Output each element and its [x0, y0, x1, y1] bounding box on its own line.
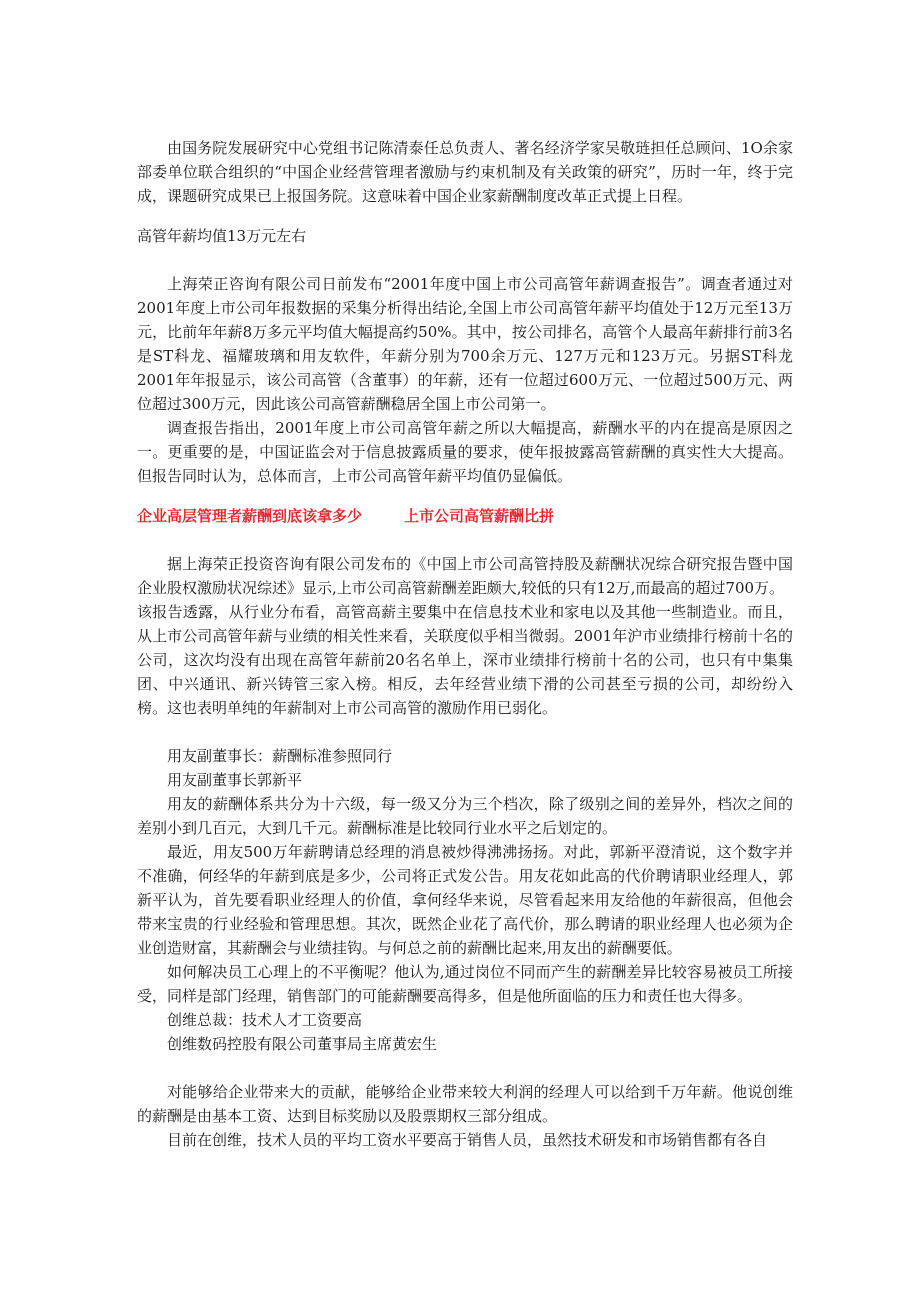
skyworth-subtitle: 创维数码控股有限公司董事局主席黄宏生 [167, 1035, 438, 1053]
intro-paragraph: 由国务院发展研究中心党组书记陈清泰任总负责人、著名经济学家吴敬琏担任总顾问、1O余家部委单位联合组织的“中国企业经营管理者激励与约束机制及有关政策的研究”，历时一年，终于完成，课题研究成果已上报国务院。这意味着中国企业家薪酬制度改革正式提上日程。 [137, 139, 793, 205]
red-section-heading [137, 504, 793, 528]
document-page [137, 136, 793, 1152]
skyworth-paragraph-2: 目前在创维，技术人员的平均工资水平要高于销售人员，虽然技术研发和市场销售都有各自 [167, 1131, 768, 1149]
yonyou-subtitle: 用友副董事长郭新平 [167, 771, 303, 789]
yonyou-title: 用友副董事长：薪酬标准参照同行 [167, 747, 393, 765]
industry-distribution-paragraph: 该报告透露，从行业分布看，高管高薪主要集中在信息技术业和家电以及其他一些制造业。而且，从上市公司高管年薪与业绩的相关性来看，关联度似乎相当微弱。2001年沪市业绩排行榜前十名的公司，这次均没有出现在高管年薪前20名名单上，深市业绩排行榜前十名的公司，也只有中集集团、中兴通讯、新兴铸管三家入榜。相反，去年经营业绩下滑的公司甚至亏损的公司，却纷纷入榜。这也表明单纯的年薪制对上市公司高管的激励作用已弱化。 [137, 603, 793, 717]
survey-paragraph: 上海荣正咨询有限公司日前发布“2001年度中国上市公司高管年薪调查报告”。调查者通过对2001年度上市公司年报数据的采集分析得出结论,全国上市公司高管年薪平均值处于12万元至13万元，比前年年薪8万多元平均值大幅提高约50%。其中，按公司排名，高管个人最高年薪排行前3名是ST科龙、福耀玻璃和用友软件，年薪分别为700余万元、127万元和123万元。另据ST科龙2001年年报显示，该公司高管（含董事）的年薪，还有一位超过600万元、一位超过500万元、两位超过300万元，因此该公司高管薪酬稳居全国上市公司第一。 [137, 275, 793, 413]
yonyou-paragraph-3: 如何解决员工心理上的不平衡呢？他认为,通过岗位不同而产生的薪酬差异比较容易被员工所接受，同样是部门经理，销售部门的可能薪酬要高得多，但是他所面临的压力和责任也大得多。 [137, 963, 793, 1005]
red-heading-right: 上市公司高管薪酬比拼 [404, 507, 555, 525]
yonyou-paragraph-1: 用友的薪酬体系共分为十六级，每一级又分为三个档次，除了级别之间的差异外，档次之间的差别小到几百元，大到几千元。薪酬标准是比较同行业水平之后划定的。 [137, 795, 793, 837]
skyworth-title: 创维总裁：技术人才工资要高 [167, 1011, 363, 1029]
salary-gap-paragraph: 据上海荣正投资咨询有限公司发布的《中国上市公司高管持股及薪酬状况综合研究报告暨中国企业股权激励状况综述》显示,上市公司高管薪酬差距颇大,较低的只有12万,而最高的超过700万。 [137, 555, 793, 597]
section-heading-salary-average: 高管年薪均值13万元左右 [137, 227, 307, 245]
skyworth-paragraph-1: 对能够给企业带来大的贡献，能够给企业带来较大利润的经理人可以给到千万年薪。他说创维的薪酬是由基本工资、达到目标奖励以及股票期权三部分组成。 [137, 1083, 793, 1125]
yonyou-paragraph-2: 最近，用友500万年薪聘请总经理的消息被炒得沸沸扬扬。对此，郭新平澄清说，这个数字并不准确，何经华的年薪到底是多少，公司将正式发公告。用友花如此高的代价聘请职业经理人，郭新平认为，首先要看职业经理人的价值，拿何经华来说，尽管看起来用友给他的年薪很高，但他会带来宝贵的行业经验和管理思想。其次，既然企业花了高代价，那么聘请的职业经理人也必须为企业创造财富，其薪酬会与业绩挂钩。与何总之前的薪酬比起来,用友出的薪酬要低。 [137, 843, 793, 957]
report-findings-paragraph: 调查报告指出，2001年度上市公司高管年薪之所以大幅提高，薪酬水平的内在提高是原因之一。更重要的是，中国证监会对于信息披露质量的要求，使年报披露高管薪酬的真实性大大提高。但报告同时认为，总体而言，上市公司高管年薪平均值仍显偏低。 [137, 419, 793, 485]
red-heading-left: 企业高层管理者薪酬到底该拿多少 [137, 507, 363, 525]
